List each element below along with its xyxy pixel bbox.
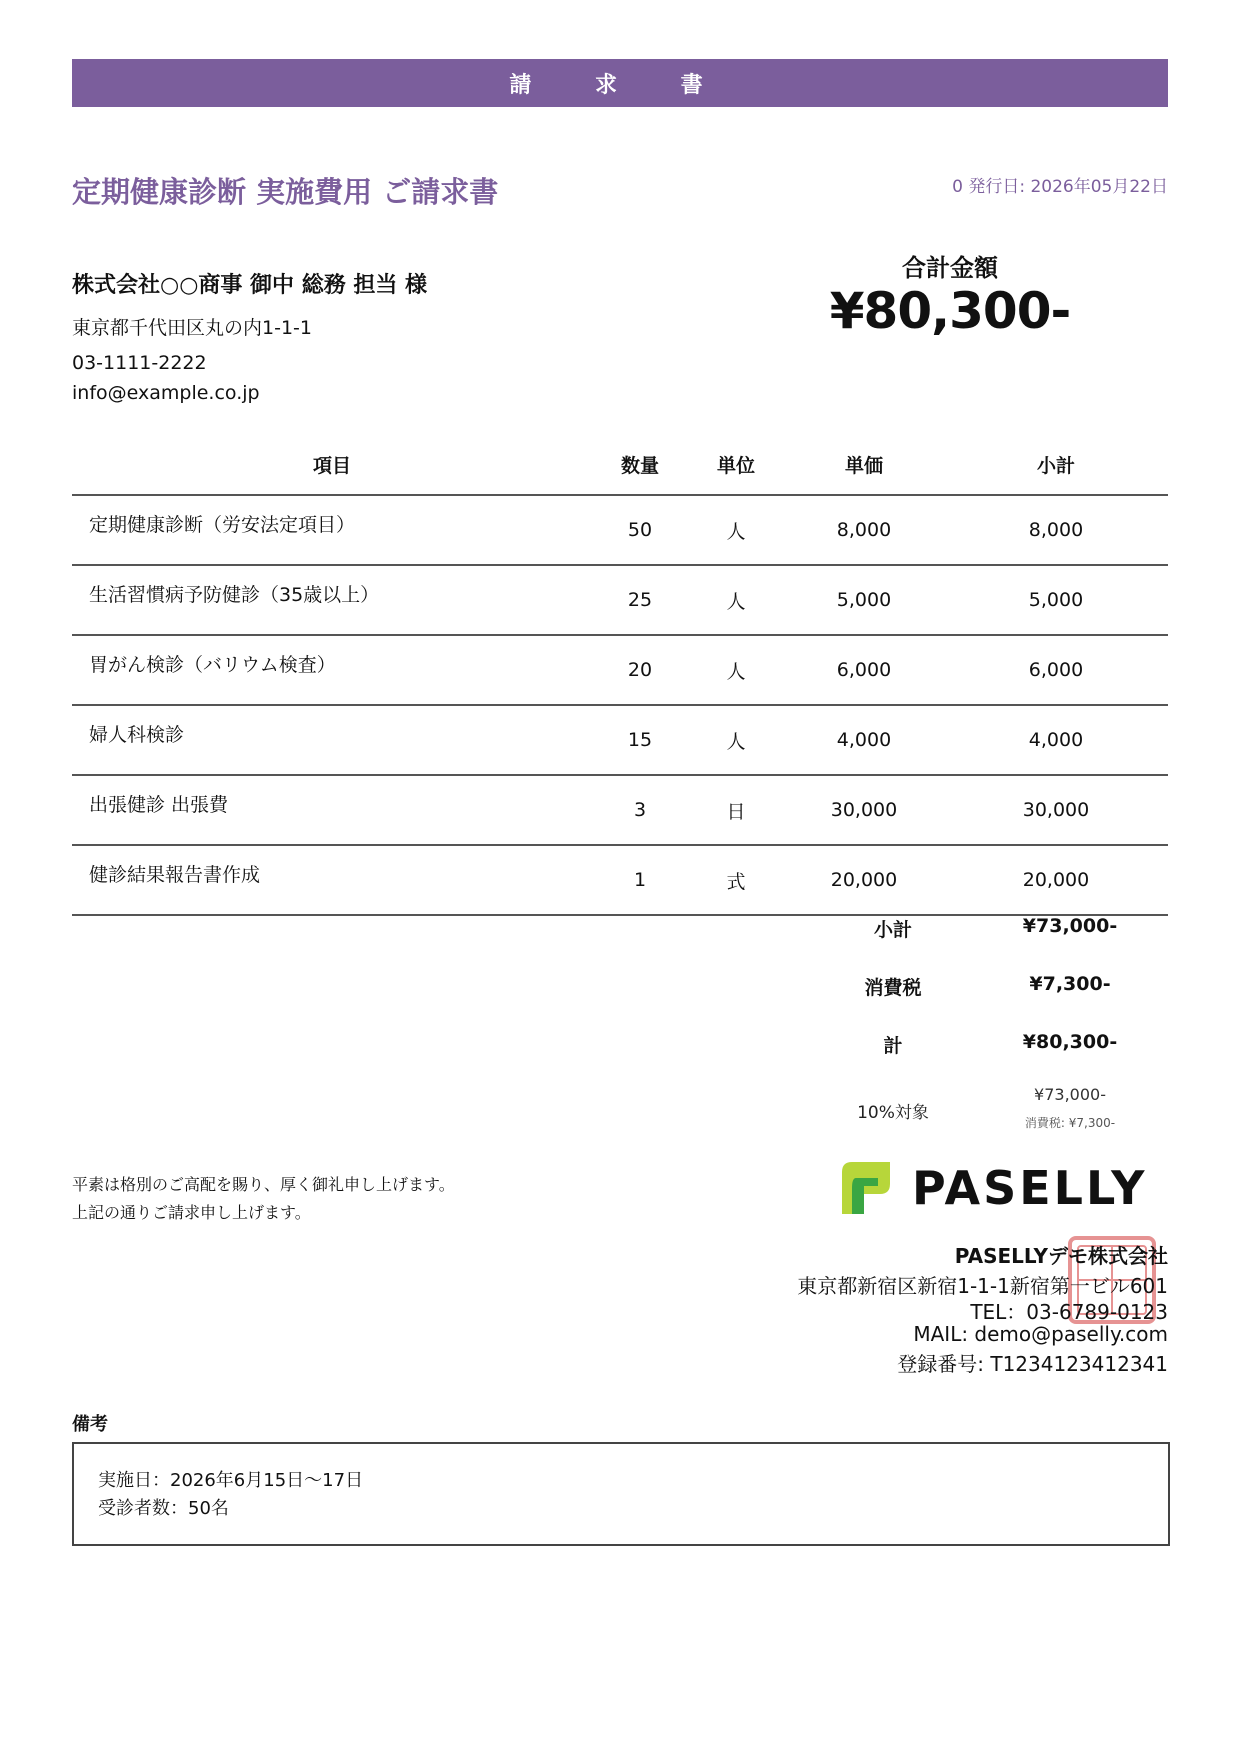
company-phone: TEL：03-6789-0123 — [970, 1300, 1168, 1324]
row-qty: 3 — [592, 775, 688, 845]
line-items-table — [72, 434, 1168, 916]
row-unit: 人 — [688, 565, 784, 635]
table-row — [72, 845, 1168, 915]
remarks-line-1: 実施日：2026年6月15日〜17日 — [98, 1470, 364, 1491]
summary-tax-label: 消費税 — [864, 977, 922, 999]
client-email: info@example.co.jp — [72, 382, 260, 404]
row-price: 5,000 — [784, 565, 944, 635]
summary-subtotal-label: 小計 — [873, 919, 912, 941]
row-subtotal: 30,000 — [944, 775, 1168, 845]
row-item: 健診結果報告書作成 — [72, 845, 592, 915]
row-unit: 人 — [688, 705, 784, 775]
row-price: 4,000 — [784, 705, 944, 775]
company-address: 東京都新宿区新宿1-1-1新宿第一ビル601 — [797, 1274, 1168, 1298]
row-qty: 1 — [592, 845, 688, 915]
header-unit: 単位 — [688, 434, 784, 495]
remarks-box — [72, 1442, 1170, 1546]
client-address: 東京都千代田区丸の内1-1-1 — [72, 317, 312, 339]
summary-total-label: 計 — [883, 1035, 903, 1057]
header-qty: 数量 — [592, 434, 688, 495]
client-name: 株式会社○○商事 御中 総務 担当 様 — [72, 273, 428, 298]
company-registration: 登録番号: T1234123412341 — [897, 1352, 1168, 1376]
row-qty: 25 — [592, 565, 688, 635]
table-row — [72, 495, 1168, 565]
row-unit: 日 — [688, 775, 784, 845]
row-unit: 式 — [688, 845, 784, 915]
remarks-label: 備考 — [72, 1414, 108, 1435]
summary-total-value: ¥80,300- — [1022, 1031, 1118, 1053]
row-subtotal: 20,000 — [944, 845, 1168, 915]
company-email: MAIL: demo@paselly.com — [913, 1322, 1168, 1346]
greeting-line-2: 上記の通りご請求申し上げます。 — [72, 1203, 311, 1222]
row-price: 30,000 — [784, 775, 944, 845]
row-qty: 50 — [592, 495, 688, 565]
remarks-line-2: 受診者数：50名 — [98, 1498, 229, 1519]
row-qty: 15 — [592, 705, 688, 775]
header-item: 項目 — [72, 434, 592, 495]
client-phone: 03-1111-2222 — [72, 352, 207, 374]
total-amount: ¥80,300- — [829, 282, 1071, 340]
row-price: 6,000 — [784, 635, 944, 705]
logo-wordmark: PASELLY — [912, 1161, 1148, 1215]
tax-basis-amount: ¥73,000- — [1034, 1085, 1106, 1104]
header-subtotal: 小計 — [944, 434, 1168, 495]
tax-basis-label: 10%対象 — [857, 1103, 929, 1123]
header-price: 単価 — [784, 434, 944, 495]
table-row — [72, 775, 1168, 845]
row-subtotal: 8,000 — [944, 495, 1168, 565]
row-item: 胃がん検診（バリウム検査） — [72, 635, 592, 705]
document-type-banner — [72, 59, 1168, 107]
invoice-title: 定期健康診断 実施費用 ご請求書 — [72, 175, 499, 209]
banner-title: 請 求 書 — [509, 72, 731, 98]
summary-subtotal-value: ¥73,000- — [1022, 915, 1118, 937]
table-header-row — [72, 434, 1168, 495]
table-row — [72, 635, 1168, 705]
row-qty: 20 — [592, 635, 688, 705]
company-logo — [838, 1158, 1147, 1218]
total-amount-label: 合計金額 — [902, 254, 998, 282]
row-subtotal: 4,000 — [944, 705, 1168, 775]
company-name: PASELLYデモ株式会社 — [954, 1244, 1168, 1268]
row-unit: 人 — [688, 635, 784, 705]
row-item: 生活習慣病予防健診（35歳以上） — [72, 565, 592, 635]
row-subtotal: 5,000 — [944, 565, 1168, 635]
table-row — [72, 565, 1168, 635]
greeting-line-1: 平素は格別のご高配を賜り、厚く御礼申し上げます。 — [72, 1175, 455, 1194]
issue-date: 0 発行日: 2026年05月22日 — [952, 177, 1168, 197]
tax-basis-tax: 消費税: ¥7,300- — [1024, 1116, 1116, 1130]
row-unit: 人 — [688, 495, 784, 565]
table-row — [72, 705, 1168, 775]
row-item: 定期健康診断（労安法定項目） — [72, 495, 592, 565]
logo-mark-icon — [838, 1158, 894, 1218]
row-price: 8,000 — [784, 495, 944, 565]
summary-tax-value: ¥7,300- — [1029, 973, 1111, 995]
row-item: 出張健診 出張費 — [72, 775, 592, 845]
row-item: 婦人科検診 — [72, 705, 592, 775]
row-price: 20,000 — [784, 845, 944, 915]
row-subtotal: 6,000 — [944, 635, 1168, 705]
